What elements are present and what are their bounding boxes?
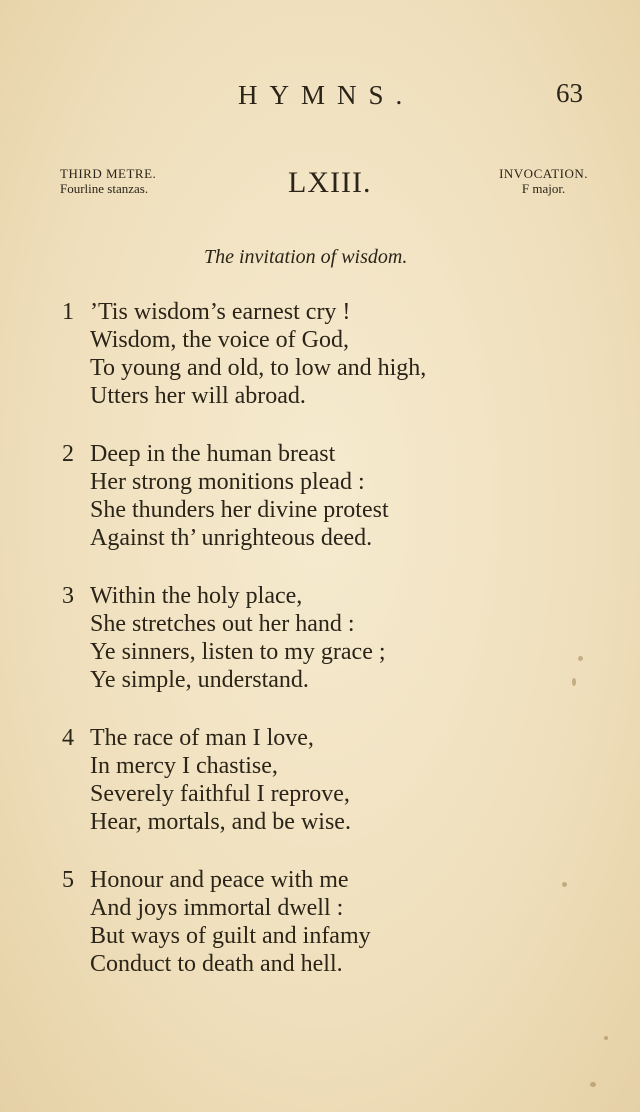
foxing-spot xyxy=(590,1082,596,1087)
stanza-4 xyxy=(60,724,580,836)
verse-line: Wisdom, the voice of God, xyxy=(90,327,349,353)
verse-line: Her strong monitions plead : xyxy=(90,469,365,495)
tune-label: INVOCATION. xyxy=(499,166,588,181)
tune-info xyxy=(499,166,588,196)
verse-line: Within the holy place, xyxy=(90,583,303,609)
foxing-spot xyxy=(562,882,567,887)
hymn-number: LXIII. xyxy=(288,166,372,199)
foxing-spot xyxy=(578,656,583,661)
stanza-number: 5 xyxy=(62,867,74,893)
stanza-list xyxy=(60,298,580,1008)
verse-line: But ways of guilt and infamy xyxy=(90,923,371,949)
stanza-3 xyxy=(60,582,580,694)
verse-line: And joys immortal dwell : xyxy=(90,895,344,921)
verse-line: Against th’ unrighteous deed. xyxy=(90,525,373,551)
verse-line: Utters her will abroad. xyxy=(90,383,306,409)
stanza-2 xyxy=(60,440,580,552)
hymn-title: The invitation of wisdom. xyxy=(204,246,408,268)
verse-line: To young and old, to low and high, xyxy=(90,355,427,381)
verse-line: Deep in the human breast xyxy=(90,441,336,467)
stanza-1 xyxy=(60,298,580,410)
verse-line: Ye simple, understand. xyxy=(90,667,309,693)
stanza-number: 4 xyxy=(62,725,74,751)
verse-line: She thunders her divine protest xyxy=(90,497,389,523)
verse-line: The race of man I love, xyxy=(90,725,314,751)
verse-line: ’Tis wisdom’s earnest cry ! xyxy=(90,299,351,325)
metre-info xyxy=(60,166,156,196)
verse-line: Severely faithful I reprove, xyxy=(90,781,350,807)
page-number: 63 xyxy=(556,78,583,108)
stanza-number: 3 xyxy=(62,583,74,609)
foxing-spot xyxy=(604,1036,608,1040)
verse-line: Conduct to death and hell. xyxy=(90,951,343,977)
stanza-5 xyxy=(60,866,580,978)
metre-label: THIRD METRE. xyxy=(60,166,157,181)
stanza-form-label: Fourline stanzas. xyxy=(60,181,149,196)
foxing-spot xyxy=(572,678,576,686)
verse-line: She stretches out her hand : xyxy=(90,611,355,637)
stanza-number: 1 xyxy=(62,299,74,325)
stanza-number: 2 xyxy=(62,441,74,467)
verse-line: Honour and peace with me xyxy=(90,867,349,893)
verse-line: Ye sinners, listen to my grace ; xyxy=(90,639,386,665)
key-label: F major. xyxy=(521,181,566,196)
verse-line: In mercy I chastise, xyxy=(90,753,278,779)
verse-line: Hear, mortals, and be wise. xyxy=(90,809,351,835)
running-title: HYMNS. xyxy=(238,80,415,110)
